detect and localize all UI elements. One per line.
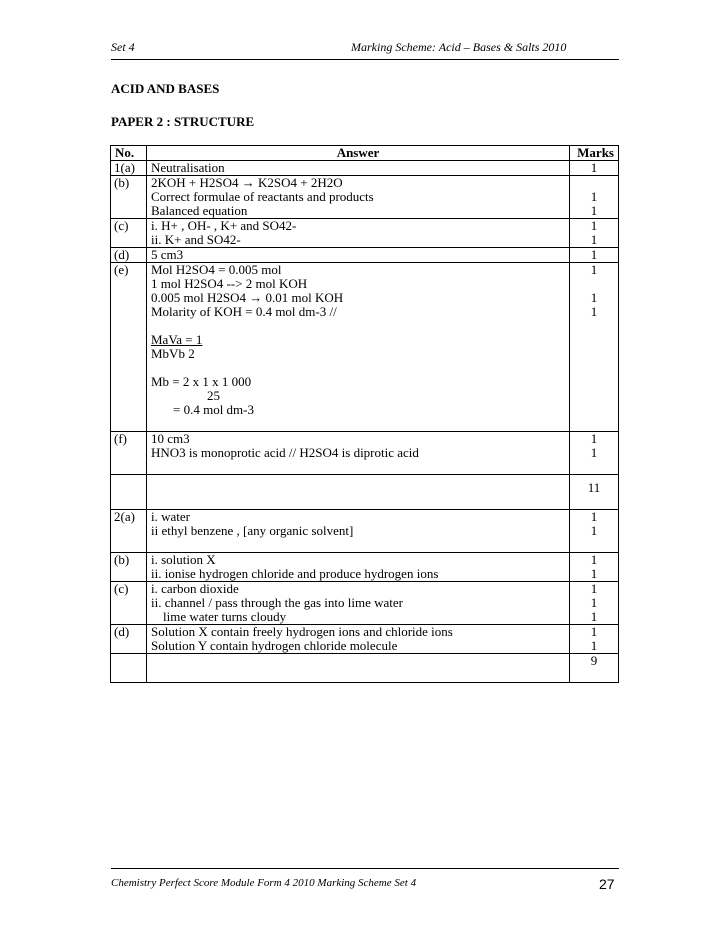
answer-text: i. water [151, 509, 190, 524]
question-no: 2(a) [111, 510, 147, 553]
mark: 1 [590, 262, 598, 277]
mark: 1 [590, 552, 598, 567]
header-answer: Answer [147, 146, 570, 161]
table-row [111, 432, 619, 475]
table-row-total [111, 654, 619, 683]
mark: 1 [590, 189, 598, 204]
mark: 1 [570, 248, 619, 263]
answer-text: ii. ionise hydrogen chloride and produce hydrogen ions [151, 566, 439, 581]
mark-cell [570, 510, 619, 553]
question-no: (f) [111, 432, 147, 475]
answer-text: 0.005 mol H2SO4 → 0.01 mol KOH [151, 290, 344, 305]
marking-scheme-table [110, 145, 619, 683]
header-marks: Marks [570, 146, 619, 161]
question-no: (c) [111, 582, 147, 625]
answer-text: ii. K+ and SO42- [151, 232, 241, 247]
mark-cell [570, 219, 619, 248]
mark: 1 [590, 445, 598, 460]
formula-fraction-top: MaVa = 1 [151, 332, 203, 347]
answer-text: Solution X contain freely hydrogen ions and chloride ions [151, 624, 453, 639]
calculation-line: Mb = 2 x 1 x 1 000 [151, 374, 252, 389]
mark-cell [570, 553, 619, 582]
header-rule [111, 59, 619, 60]
question-no: 1(a) [111, 161, 147, 176]
mark: 1 [590, 304, 598, 319]
document-title: ACID AND BASES [111, 81, 220, 96]
question-no: (c) [111, 219, 147, 248]
mark-cell [570, 582, 619, 625]
answer-text: ii ethyl benzene , [any organic solvent] [151, 523, 354, 538]
table-row [111, 553, 619, 582]
answer-text: Solution Y contain hydrogen chloride molecule [151, 638, 398, 653]
answer-cell [147, 219, 570, 248]
question-no: (d) [111, 625, 147, 654]
footer-text: Chemistry Perfect Score Module Form 4 2010 Marking Scheme Set 4 [111, 877, 417, 889]
answer-cell [147, 582, 570, 625]
answer-cell [147, 510, 570, 553]
table-row [111, 219, 619, 248]
answer-cell [147, 176, 570, 219]
answer-cell [147, 432, 570, 475]
answer-text: 1 mol H2SO4 --> 2 mol KOH [151, 276, 308, 291]
answer-text: HNO3 is monoprotic acid // H2SO4 is diprotic acid [151, 445, 419, 460]
total-marks: 11 [587, 480, 601, 495]
mark: 1 [590, 509, 598, 524]
total-marks: 9 [590, 653, 598, 668]
question-no: (b) [111, 176, 147, 219]
mark: 1 [590, 523, 598, 538]
question-no: (e) [111, 263, 147, 432]
section-title: PAPER 2 : STRUCTURE [111, 114, 255, 129]
mark: 1 [590, 431, 598, 446]
answer-cell [147, 625, 570, 654]
mark: 1 [590, 218, 598, 233]
answer-text: Molarity of KOH = 0.4 mol dm-3 // [151, 304, 337, 319]
mark: 1 [590, 624, 598, 639]
table-row [111, 625, 619, 654]
answer-text: 10 cm3 [151, 431, 190, 446]
header-no: No. [111, 146, 147, 161]
answer-text: ii. channel / pass through the gas into lime water [151, 595, 403, 610]
table-row [111, 263, 619, 432]
answer-text: Correct formulae of reactants and products [151, 189, 374, 204]
mark: 1 [590, 232, 598, 247]
mark: 1 [590, 203, 598, 218]
answer-text: Neutralisation [147, 161, 570, 176]
mark-cell [570, 625, 619, 654]
mark: 1 [590, 566, 598, 581]
question-no: (b) [111, 553, 147, 582]
mark: 1 [570, 161, 619, 176]
mark: 1 [590, 581, 598, 596]
mark: 1 [590, 290, 598, 305]
answer-text: lime water turns cloudy [163, 609, 287, 624]
table-row [111, 582, 619, 625]
page-number: 27 [599, 876, 615, 892]
formula-fraction-bottom: MbVb 2 [151, 346, 195, 361]
mark: 1 [590, 609, 598, 624]
answer-equation: 2KOH + H2SO4 → K2SO4 + 2H2O [151, 175, 343, 190]
table-row [111, 176, 619, 219]
table-row-total [111, 475, 619, 510]
answer-cell [147, 553, 570, 582]
total-cell [570, 475, 619, 510]
calculation-line: 25 [207, 388, 220, 403]
footer-rule [111, 868, 619, 869]
header-set: Set 4 [111, 40, 135, 54]
answer-text: Balanced equation [151, 203, 248, 218]
answer-text: 5 cm3 [147, 248, 570, 263]
header-title: Marking Scheme: Acid – Bases & Salts 2010 [351, 40, 567, 54]
answer-text: i. H+ , OH- , K+ and SO42- [151, 218, 297, 233]
answer-text: i. carbon dioxide [151, 581, 239, 596]
question-no: (d) [111, 248, 147, 263]
mark-cell [570, 176, 619, 219]
total-cell [570, 654, 619, 683]
table-row [111, 510, 619, 553]
mark-cell [570, 263, 619, 432]
table-header-row [111, 146, 619, 161]
calculation-result: = 0.4 mol dm-3 [173, 402, 254, 417]
table-row [111, 161, 619, 176]
table-row [111, 248, 619, 263]
answer-cell [147, 263, 570, 432]
mark: 1 [590, 638, 598, 653]
answer-text: i. solution X [151, 552, 216, 567]
answer-text: Mol H2SO4 = 0.005 mol [151, 262, 282, 277]
mark: 1 [590, 595, 598, 610]
mark-cell [570, 432, 619, 475]
